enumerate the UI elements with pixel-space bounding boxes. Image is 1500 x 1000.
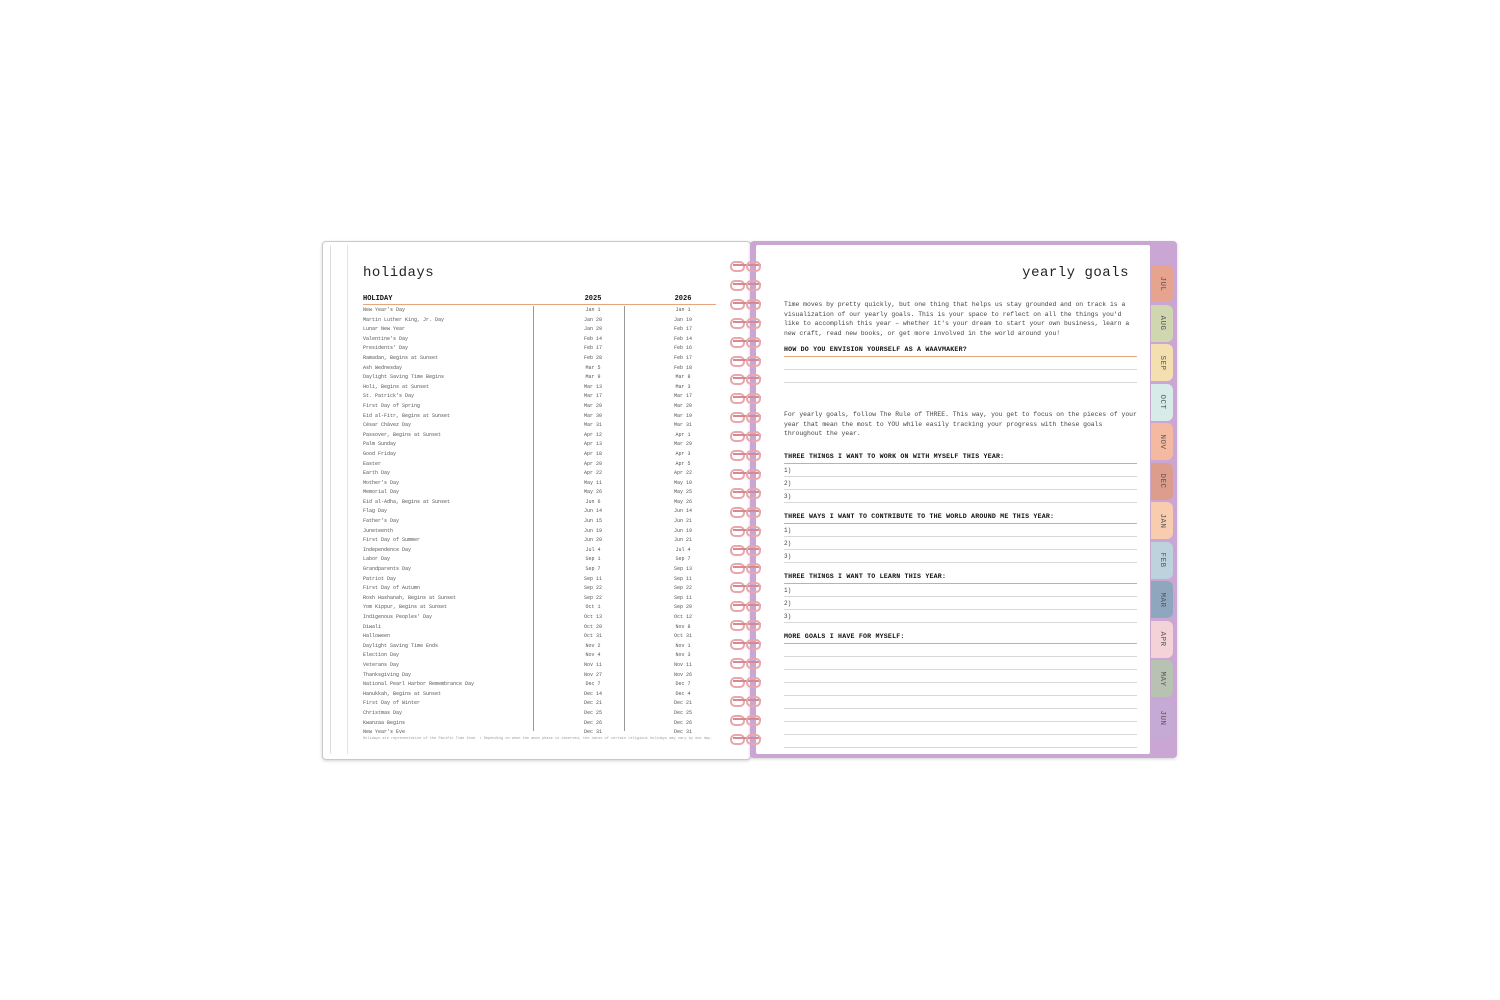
holiday-row xyxy=(363,431,716,441)
holiday-row xyxy=(363,402,716,412)
date-2025: Apr 18 xyxy=(583,450,602,457)
holiday-name: Earth Day xyxy=(363,470,391,477)
month-tab-nov[interactable] xyxy=(1151,423,1173,460)
spiral-ring xyxy=(726,524,770,536)
holiday-row xyxy=(363,469,716,479)
writing-line[interactable] xyxy=(784,709,1137,722)
holiday-name: Daylight Saving Time Begins xyxy=(363,374,445,381)
date-2026: Jul 4 xyxy=(675,546,691,553)
numbered-line[interactable] xyxy=(784,490,1137,503)
date-2026: Mar 8 xyxy=(675,374,691,381)
holiday-row xyxy=(363,555,716,565)
holiday-row xyxy=(363,335,716,345)
numbered-line[interactable] xyxy=(784,537,1137,550)
spiral-ring xyxy=(726,372,770,384)
holiday-row xyxy=(363,325,716,335)
date-2025: Nov 11 xyxy=(583,661,602,668)
holidays-rows xyxy=(363,306,716,738)
date-2025: Dec 7 xyxy=(585,681,601,688)
date-2026: Dec 26 xyxy=(673,719,692,726)
page-binding-strip xyxy=(331,245,348,754)
holiday-name: Yom Kippur, Begins at Sunset xyxy=(363,604,448,611)
date-2025: Sep 1 xyxy=(585,556,601,563)
holiday-name: St. Patrick's Day xyxy=(363,393,415,400)
holiday-name: Father's Day xyxy=(363,518,400,525)
spiral-ring xyxy=(726,354,770,366)
date-2025: Mar 13 xyxy=(583,383,602,390)
date-2025: Nov 27 xyxy=(583,671,602,678)
holiday-row xyxy=(363,680,716,690)
date-2026: Jun 14 xyxy=(673,508,692,515)
date-2025: Oct 13 xyxy=(583,614,602,620)
spiral-ring xyxy=(726,561,770,573)
month-tab-jan[interactable] xyxy=(1151,502,1173,539)
date-2026: Feb 14 xyxy=(673,335,692,342)
header-holiday: HOLIDAY xyxy=(363,295,393,303)
date-2025: May 11 xyxy=(583,479,602,486)
date-2026: Oct 12 xyxy=(673,614,692,620)
holiday-name: National Pearl Harbor Remembrance Day xyxy=(363,681,475,688)
writing-line[interactable] xyxy=(784,657,1137,670)
date-2025: Apr 20 xyxy=(583,460,602,467)
holidays-footnote: Holidays are representative of the Pacific Time Zone. • Depending on when the moon phase is observed, the dates of certain religious holidays may vary by one day. xyxy=(363,737,713,741)
date-2025: Dec 31 xyxy=(583,729,602,736)
spiral-ring xyxy=(726,410,770,422)
more-goals-heading: MORE GOALS I HAVE FOR MYSELF: xyxy=(784,633,905,640)
date-2026: Mar 17 xyxy=(673,393,692,400)
date-2025: Jun 19 xyxy=(583,527,602,534)
holidays-page xyxy=(330,245,747,754)
holiday-row xyxy=(363,316,716,326)
date-2026: Feb 18 xyxy=(673,364,692,371)
month-tab-label: NOV xyxy=(1158,433,1166,450)
holiday-name: Memorial Day xyxy=(363,489,400,496)
date-2025: Feb 28 xyxy=(583,354,602,361)
date-2025: Apr 13 xyxy=(583,441,602,448)
spiral-ring xyxy=(726,618,770,630)
holiday-row xyxy=(363,373,716,383)
date-2025: Mar 20 xyxy=(583,402,602,409)
date-2025: Oct 20 xyxy=(583,623,602,630)
month-tab-jul[interactable] xyxy=(1151,265,1173,302)
date-2026: Dec 21 xyxy=(673,700,692,707)
numbered-line[interactable] xyxy=(784,597,1137,610)
spiral-ring xyxy=(726,505,770,517)
numbered-line[interactable] xyxy=(784,550,1137,563)
holiday-row xyxy=(363,392,716,402)
month-tab-may[interactable] xyxy=(1151,660,1173,697)
date-2025: Feb 17 xyxy=(583,345,602,352)
learn-section xyxy=(784,572,1137,623)
month-tab-apr[interactable] xyxy=(1151,621,1173,658)
date-2026: Nov 26 xyxy=(673,671,692,678)
date-2026: Mar 3 xyxy=(675,383,691,390)
date-2025: Jan 20 xyxy=(583,316,602,323)
holiday-name: Christmas Day xyxy=(363,709,403,716)
date-2026: Feb 17 xyxy=(673,354,692,361)
date-2025: Jun 14 xyxy=(583,508,602,515)
holiday-name: New Year's Day xyxy=(363,307,406,313)
holiday-row xyxy=(363,661,716,671)
holiday-row xyxy=(363,460,716,470)
holiday-name: Independence Day xyxy=(363,546,412,553)
holiday-name: Diwali xyxy=(363,623,382,630)
holiday-row xyxy=(363,440,716,450)
holiday-name: Kwanzaa Begins xyxy=(363,719,406,726)
holiday-row xyxy=(363,306,716,316)
line-number: 3) xyxy=(784,493,792,500)
line-number: 3) xyxy=(784,613,792,620)
month-tab-label: MAY xyxy=(1158,670,1166,687)
date-2026: Apr 3 xyxy=(675,450,691,457)
date-2026: Feb 16 xyxy=(673,345,692,352)
date-2025: Dec 14 xyxy=(583,690,602,697)
date-2025: Jan 29 xyxy=(583,326,602,333)
date-2026: Dec 4 xyxy=(675,690,691,697)
line-number: 2) xyxy=(784,540,792,547)
writing-line[interactable] xyxy=(784,670,1137,683)
holiday-name: Veterans Day xyxy=(363,661,400,668)
numbered-line[interactable] xyxy=(784,464,1137,477)
month-tab-label: JUN xyxy=(1158,710,1166,726)
holiday-name: Eid al-Adha, Begins at Sunset xyxy=(363,498,451,505)
date-2026: Mar 31 xyxy=(673,422,692,429)
holiday-row xyxy=(363,507,716,517)
month-tab-label: OCT xyxy=(1158,394,1166,410)
writing-line[interactable] xyxy=(784,696,1137,709)
date-2026: May 10 xyxy=(673,479,692,486)
holiday-name: Mother's Day xyxy=(363,479,400,486)
envision-section xyxy=(784,345,1137,383)
holiday-name: Election Day xyxy=(363,652,400,659)
holiday-name: Daylight Saving Time Ends xyxy=(363,642,439,649)
spiral-ring xyxy=(726,391,770,403)
date-2025: Apr 12 xyxy=(583,431,602,438)
holiday-row xyxy=(363,651,716,661)
date-2025: Mar 9 xyxy=(585,374,601,381)
date-2026: Mar 29 xyxy=(673,441,692,448)
writing-line[interactable] xyxy=(784,735,1137,748)
holiday-name: First Day of Autumn xyxy=(363,585,421,592)
spiral-ring xyxy=(726,429,770,441)
work-on-myself-heading: THREE THINGS I WANT TO WORK ON WITH MYSELF THIS YEAR: xyxy=(784,453,1005,460)
holiday-row xyxy=(363,412,716,422)
holiday-name: Martin Luther King, Jr. Day xyxy=(363,316,445,323)
holiday-row xyxy=(363,699,716,709)
date-2025: Oct 31 xyxy=(583,633,602,640)
yearly-goals-page xyxy=(756,245,1150,754)
holiday-row xyxy=(363,488,716,498)
spiral-ring xyxy=(726,486,770,498)
holiday-row xyxy=(363,364,716,374)
line-number: 1) xyxy=(784,527,792,534)
date-2025: Oct 1 xyxy=(585,604,601,611)
line-number: 2) xyxy=(784,600,792,607)
date-2025: Mar 17 xyxy=(583,393,602,400)
date-2026: Jun 21 xyxy=(673,518,692,525)
date-2025: Jun 15 xyxy=(583,518,602,525)
date-2026: Mar 20 xyxy=(673,402,692,409)
header-year-2026: 2026 xyxy=(674,295,692,303)
numbered-line[interactable] xyxy=(784,610,1137,623)
line-number: 1) xyxy=(784,587,792,594)
holiday-name: Easter xyxy=(363,460,382,467)
spiral-ring xyxy=(726,259,770,271)
date-2025: Jun 6 xyxy=(585,498,601,505)
date-2025: Mar 5 xyxy=(585,364,601,371)
holidays-title: holidays xyxy=(363,265,435,281)
holiday-row xyxy=(363,354,716,364)
holiday-name: Valentine's Day xyxy=(363,335,409,342)
holiday-row xyxy=(363,479,716,489)
date-2026: Sep 13 xyxy=(673,566,692,573)
rule-of-three-paragraph: For yearly goals, follow The Rule of THREE. This way, you get to focus on the pieces of your year that mean the most to YOU while easily tracking your progress with these goals throughout the year. xyxy=(784,411,1137,438)
date-2025: Jan 1 xyxy=(585,307,601,313)
numbered-line[interactable] xyxy=(784,524,1137,537)
header-year-2025: 2025 xyxy=(584,295,602,303)
intro-paragraph: Time moves by pretty quickly, but one thing that helps us stay grounded and on track is a visualization of our yearly goals. This is your space to reflect on all the things you'd like to accomplish this year – whether it's your dream to start your own business, learn a new craft, read new books, or get more involved in the world around you! xyxy=(784,301,1130,338)
date-2025: Nov 2 xyxy=(585,642,601,649)
spiral-ring xyxy=(726,599,770,611)
holiday-name: Ramadan, Begins at Sunset xyxy=(363,354,439,361)
holiday-name: Labor Day xyxy=(363,556,391,563)
date-2026: Dec 7 xyxy=(675,681,691,688)
holidays-table xyxy=(363,294,716,736)
date-2026: Feb 17 xyxy=(673,326,692,333)
date-2025: Mar 31 xyxy=(583,422,602,429)
spiral-ring xyxy=(726,335,770,347)
holiday-name: Halloween xyxy=(363,633,391,640)
writing-line[interactable] xyxy=(784,357,1137,370)
month-tab-label: DEC xyxy=(1158,473,1166,489)
date-2025: May 26 xyxy=(583,489,602,496)
numbered-line[interactable] xyxy=(784,584,1137,597)
holiday-row xyxy=(363,421,716,431)
holiday-name: First Day of Spring xyxy=(363,402,421,409)
month-tab-label: MAR xyxy=(1158,591,1166,608)
month-tab-dec[interactable] xyxy=(1151,463,1173,500)
date-2026: Nov 3 xyxy=(675,652,691,659)
date-2026: Apr 22 xyxy=(673,470,692,477)
date-2026: Jan 19 xyxy=(673,316,692,323)
holiday-name: Juneteenth xyxy=(363,527,394,534)
month-tab-feb[interactable] xyxy=(1151,542,1173,579)
holiday-row xyxy=(363,517,716,527)
spiral-ring xyxy=(726,580,770,592)
holiday-name: César Chávez Day xyxy=(363,422,412,429)
planner xyxy=(322,241,1178,759)
contribute-heading: THREE WAYS I WANT TO CONTRIBUTE TO THE WORLD AROUND ME THIS YEAR: xyxy=(784,513,1055,520)
holiday-name: Indigenous Peoples' Day xyxy=(363,614,433,620)
date-2025: Feb 14 xyxy=(583,335,602,342)
holiday-row xyxy=(363,450,716,460)
holiday-row xyxy=(363,383,716,393)
spiral-ring xyxy=(726,675,770,687)
date-2026: Mar 19 xyxy=(673,412,692,419)
date-2025: Nov 4 xyxy=(585,652,601,659)
work-on-myself-section xyxy=(784,452,1137,503)
date-2026: May 25 xyxy=(673,489,692,496)
date-2025: Apr 22 xyxy=(583,470,602,477)
month-tab-label: JAN xyxy=(1158,512,1166,529)
date-2026: Nov 1 xyxy=(675,642,691,649)
date-2026: Oct 31 xyxy=(673,633,692,640)
date-2026: Jan 1 xyxy=(675,307,691,313)
more-goals-section xyxy=(784,632,1137,748)
month-tab-aug[interactable] xyxy=(1151,305,1173,342)
date-2026: Sep 11 xyxy=(673,575,692,582)
date-2025: Dec 21 xyxy=(583,700,602,707)
holiday-row xyxy=(363,613,716,623)
spiral-ring xyxy=(726,656,770,668)
yearly-goals-title: yearly goals xyxy=(1022,265,1129,281)
spiral-ring xyxy=(726,316,770,328)
month-tab-jun[interactable] xyxy=(1151,700,1173,737)
date-2025: Jun 20 xyxy=(583,537,602,544)
date-2026: Dec 25 xyxy=(673,709,692,716)
header-rule xyxy=(363,304,716,305)
writing-line[interactable] xyxy=(784,644,1137,657)
numbered-line[interactable] xyxy=(784,477,1137,490)
spiral-ring xyxy=(726,637,770,649)
holiday-row xyxy=(363,527,716,537)
contribute-section xyxy=(784,512,1137,563)
writing-line[interactable] xyxy=(784,722,1137,735)
holiday-name: Good Friday xyxy=(363,450,397,457)
month-tab-label: JUL xyxy=(1158,275,1166,292)
spiral-ring xyxy=(726,694,770,706)
holiday-row xyxy=(363,498,716,508)
learn-heading: THREE THINGS I WANT TO LEARN THIS YEAR: xyxy=(784,573,947,580)
holiday-name: Passover, Begins at Sunset xyxy=(363,431,442,438)
holiday-row xyxy=(363,565,716,575)
month-tab-label: SEP xyxy=(1158,354,1166,371)
holiday-row xyxy=(363,344,716,354)
spiral-ring xyxy=(726,448,770,460)
date-2026: Nov 8 xyxy=(675,623,691,630)
spiral-ring xyxy=(726,713,770,725)
date-2025: Mar 30 xyxy=(583,412,602,419)
spiral-ring xyxy=(726,278,770,290)
date-2026: Sep 20 xyxy=(673,604,692,611)
date-2026: May 26 xyxy=(673,498,692,505)
holiday-row xyxy=(363,709,716,719)
holiday-name: Lunar New Year xyxy=(363,326,406,333)
month-tab-oct[interactable] xyxy=(1151,384,1173,421)
date-2026: Jun 19 xyxy=(673,527,692,534)
holiday-row xyxy=(363,546,716,556)
date-2026: Jun 21 xyxy=(673,537,692,544)
holiday-name: Rosh Hashanah, Begins at Sunset xyxy=(363,594,457,601)
holiday-row xyxy=(363,671,716,681)
date-2025: Dec 26 xyxy=(583,719,602,726)
holiday-name: Grandparents Day xyxy=(363,566,412,573)
holiday-name: Flag Day xyxy=(363,508,388,515)
holiday-name: Patriot Day xyxy=(363,575,397,582)
writing-line[interactable] xyxy=(784,683,1137,696)
writing-line[interactable] xyxy=(784,370,1137,383)
date-2025: Sep 7 xyxy=(585,566,601,573)
date-2025: Sep 11 xyxy=(583,575,602,582)
holiday-row xyxy=(363,623,716,633)
holiday-name: Hanukkah, Begins at Sunset xyxy=(363,690,442,697)
line-number: 2) xyxy=(784,480,792,487)
date-2026: Sep 22 xyxy=(673,585,692,592)
holiday-row xyxy=(363,594,716,604)
date-2026: Sep 7 xyxy=(675,556,691,563)
holiday-row xyxy=(363,584,716,594)
date-2025: Dec 25 xyxy=(583,709,602,716)
envision-heading: HOW DO YOU ENVISION YOURSELF AS A WAAVMAKER? xyxy=(784,346,967,353)
month-tab-label: FEB xyxy=(1158,552,1166,568)
holiday-name: Ash Wednesday xyxy=(363,364,403,371)
holiday-row xyxy=(363,642,716,652)
date-2025: Sep 22 xyxy=(583,585,602,592)
date-2026: Dec 31 xyxy=(673,729,692,736)
holiday-name: First Day of Winter xyxy=(363,700,421,707)
holiday-row xyxy=(363,690,716,700)
spiral-ring xyxy=(726,297,770,309)
holiday-row xyxy=(363,536,716,546)
line-number: 3) xyxy=(784,553,792,560)
holiday-row xyxy=(363,575,716,585)
holiday-row xyxy=(363,632,716,642)
holiday-name: Palm Sunday xyxy=(363,441,397,448)
holiday-name: First Day of Summer xyxy=(363,537,421,544)
holidays-table-header xyxy=(363,294,716,304)
date-2025: Sep 22 xyxy=(583,594,602,601)
holiday-name: Thanksgiving Day xyxy=(363,671,412,678)
date-2026: Apr 1 xyxy=(675,431,691,438)
date-2025: Jul 4 xyxy=(585,546,601,553)
holiday-row xyxy=(363,719,716,729)
date-2026: Apr 5 xyxy=(675,460,691,467)
holiday-row xyxy=(363,603,716,613)
spiral-binding xyxy=(726,259,776,749)
month-tab-mar[interactable] xyxy=(1151,581,1173,618)
holiday-name: Eid al-Fitr, Begins at Sunset xyxy=(363,412,451,419)
date-2026: Nov 11 xyxy=(673,661,692,668)
spiral-ring xyxy=(726,543,770,555)
spiral-ring xyxy=(726,732,770,744)
line-number: 1) xyxy=(784,467,792,474)
month-tab-sep[interactable] xyxy=(1151,344,1173,381)
date-2026: Sep 11 xyxy=(673,594,692,601)
holiday-name: Holi, Begins at Sunset xyxy=(363,383,430,390)
month-tab-label: AUG xyxy=(1158,315,1166,331)
holiday-name: Presidents' Day xyxy=(363,345,409,352)
holiday-name: New Year's Eve xyxy=(363,729,406,736)
spiral-ring xyxy=(726,467,770,479)
month-tab-label: APR xyxy=(1158,631,1166,647)
